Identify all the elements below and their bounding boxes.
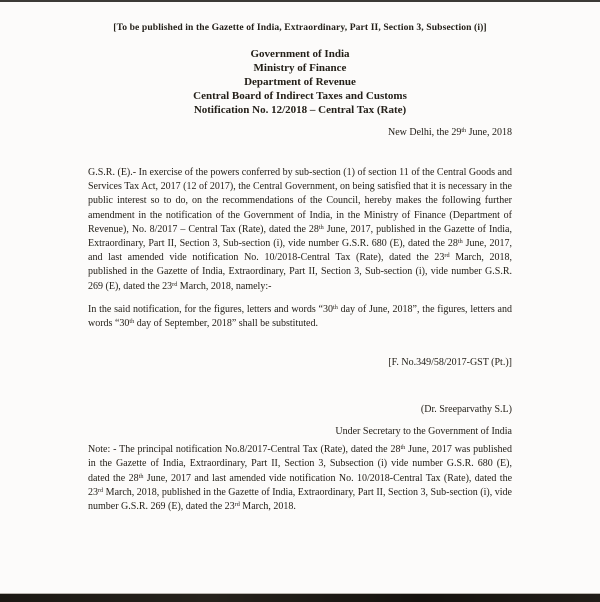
header-government-of-india: Government of India: [250, 48, 350, 60]
gazette-publish-line: [To be published in the Gazette of India, Extraordinary, Part II, Section 3, Subsection (i)]: [113, 22, 487, 33]
place-and-date-line: New Delhi, the 29th June, 2018: [388, 127, 512, 138]
paragraph-gsr-main: G.S.R. (E).- In exercise of the powers conferred by sub-section (1) of section 11 of the Central Goods and Services Tax Act, 2017 (12 of 2017), the Central Government, on being satisfied that it is necessary in the public interest so to do, on the recommendations of the Council, hereby makes the following further amendment in the notification of the Government of India, in the Ministry of Finance (Department of Revenue), No. 8/2017 – Central Tax (Rate), dated the 28th June, 2017, published in the Gazette of India, Extraordinary, Part II, Section 3, Sub-section (i), vide number G.S.R. 680 (E), dated the 28th June, 2017, and last amended vide notification No. 10/2018-Central Tax (Rate), dated the 23rd March, 2018, published in the Gazette of India, Extraordinary, Part II, Section 3, Sub-section (i), vide number G.S.R. 269 (E), dated the 23rd March, 2018, namely:-: [88, 167, 512, 292]
paragraph-substitution: In the said notification, for the figures, letters and words “30th day of June, 2018”, the figures, letters and words “30th day of September, 2018” shall be substituted.: [88, 303, 512, 330]
signatory-name: (Dr. Sreeparvathy S.L): [420, 404, 512, 416]
document-header: [88, 47, 512, 117]
paragraph-note: Note: - The principal notification No.8/2017-Central Tax (Rate), dated the 28th June, 2017 was published in the Gazette of India, Extraordinary, Part II, Section 3, Subsection (i) vide number G.S.R. 680 (E), dated the 28th June, 2017 and last amended vide notification No. 10/2018-Central Tax (Rate), dated the 23rd March, 2018, published in the Gazette of India, Extraordinary, Part II, Section 3, Sub-section (i), vide number G.S.R. 269 (E), dated the 23rd March, 2018.: [88, 444, 513, 513]
header-ministry-of-finance: Ministry of Finance: [253, 62, 347, 74]
signatory-designation: Under Secretary to the Government of India: [335, 426, 512, 438]
file-number-line: [F. No.349/58/2017-GST (Pt.)]: [388, 357, 512, 369]
header-notification-number: Notification No. 12/2018 – Central Tax (Rate): [193, 104, 407, 116]
header-department-of-revenue: Department of Revenue: [244, 76, 356, 88]
header-cbic: Central Board of Indirect Taxes and Customs: [193, 90, 407, 102]
scan-edge-bottom: [0, 593, 600, 602]
